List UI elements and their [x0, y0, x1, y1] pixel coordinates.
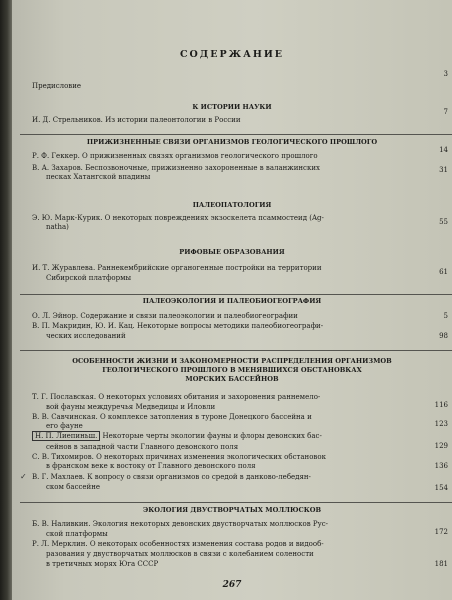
divider — [20, 294, 452, 295]
section-heading-reefs: РИФОВЫЕ ОБРАЗОВАНИЯ — [179, 248, 285, 256]
entry-zakharov-line-2: песках Хатангской впадины — [46, 173, 151, 181]
entry-merklin-line-3: в третичных морях Юга СССР — [46, 560, 159, 568]
entry-liepinsh-line-1 — [32, 432, 322, 441]
entry-makhlaev-page: 154 — [434, 484, 448, 492]
page-title: СОДЕРЖАНИЕ — [179, 49, 285, 60]
entry-makridin-line-1: В. П. Макридин, Ю. И. Кац. Некоторые вопросы методики палеобиогеографи- — [32, 322, 324, 330]
entry-gekker: Р. Ф. Геккер. О прижизненных связях организмов геологического прошлого — [32, 152, 318, 160]
preface-page: 3 — [443, 70, 448, 78]
entry-einor-page: 5 — [443, 312, 448, 320]
entry-mark-kurik-line-1: Э. Ю. Марк-Курик. О некоторых повреждениях экзоскелета псаммостеид (Ag- — [32, 214, 324, 222]
entry-liepinsh-page: 129 — [434, 442, 448, 450]
entry-makridin-line-2: ческих исследований — [46, 332, 126, 340]
entry-liepinsh-author: Н. П. Лиепиньш. — [32, 431, 100, 441]
section-heading-lifetime-relations: ПРИЖИЗНЕННЫЕ СВЯЗИ ОРГАНИЗМОВ ГЕОЛОГИЧЕСКОГО ПРОШЛОГО — [86, 138, 378, 146]
entry-mark-kurik-line-2: natha) — [46, 223, 69, 231]
entry-gekker-page: 14 — [439, 146, 448, 154]
entry-merklin-page: 181 — [434, 560, 448, 568]
book-page — [12, 0, 452, 600]
entry-einor: О. Л. Эйнор. Содержание и связи палеоэкологии и палеобиогеографии — [32, 312, 298, 320]
entry-merklin-line-1: Р. Л. Мерклин. О некоторых особенностях изменения состава родов и видооб- — [32, 540, 324, 548]
entry-poslavskaya-line-1: Т. Г. Пославская. О некоторых условиях обитания и захоронения раннемело- — [32, 393, 321, 401]
page-number: 267 — [222, 580, 242, 590]
section-heading-life-features-1: ОСОБЕННОСТИ ЖИЗНИ И ЗАКОНОМЕРНОСТИ РАСПРЕДЕЛЕНИЯ ОРГАНИЗМОВ — [72, 357, 392, 365]
entry-merklin-line-2: разования у двустворчатых моллюсков в связи с колебанием солености — [46, 550, 314, 558]
preface-label: Предисловие — [32, 82, 82, 90]
entry-tikhomirov-line-1: С. В. Тихомиров. О некоторых причинах изменения экологических обстановок — [32, 453, 326, 461]
entry-savchinskaya-line-2: его фауне — [46, 422, 83, 430]
divider — [20, 350, 452, 351]
entry-zhuravleva-line-2: Сибирской платформы — [46, 274, 132, 282]
entry-poslavskaya-line-2: вой фауны междуречья Медведицы и Иловли — [46, 403, 216, 411]
entry-nalivkin-line-1: Б. В. Наливкин. Экология некоторых девонских двустворчатых моллюсков Рус- — [32, 520, 329, 528]
entry-makridin-page: 98 — [439, 332, 448, 340]
section-heading-paleopathology: ПАЛЕОПАТОЛОГИЯ — [192, 201, 272, 209]
entry-liepinsh-title: Некоторые черты экологии фауны и флоры девонских бас- — [102, 432, 322, 440]
book-spine-shadow — [0, 0, 12, 600]
divider — [20, 502, 452, 503]
entry-savchinskaya-page: 123 — [434, 420, 448, 428]
section-heading-life-features-2: ГЕОЛОГИЧЕСКОГО ПРОШЛОГО В МЕНЯВШИХСЯ ОБСТАНОВКАХ — [102, 366, 362, 374]
entry-zhuravleva-line-1: И. Т. Журавлева. Раннекембрийские органогенные постройки на территории — [32, 264, 322, 272]
entry-nalivkin-line-2: ской платформы — [46, 530, 108, 538]
section-heading-history: К ИСТОРИИ НАУКИ — [192, 103, 272, 111]
entry-zakharov-line-1: В. А. Захаров. Беспозвоночные, прижизненно захороненные в валанжинских — [32, 164, 320, 172]
entry-makhlaev-line-2: ском бассейне — [46, 483, 101, 491]
divider — [20, 134, 452, 135]
entry-tikhomirov-line-2: в франском веке к востоку от Главного девонского поля — [46, 462, 256, 470]
section-heading-bivalves: ЭКОЛОГИЯ ДВУСТВОРЧАТЫХ МОЛЛЮСКОВ — [142, 506, 322, 514]
entry-zakharov-page: 31 — [439, 166, 448, 174]
section-heading-life-features-3: МОРСКИХ БАССЕЙНОВ — [185, 375, 279, 383]
entry-zhuravleva-page: 61 — [439, 268, 448, 276]
section-heading-paleoecology: ПАЛЕОЭКОЛОГИЯ И ПАЛЕОБИОГЕОГРАФИЯ — [142, 297, 322, 305]
entry-savchinskaya-line-1: В. В. Савчинская. О комплексе затопления в туроне Донецкого бассейна и — [32, 413, 312, 421]
entry-makhlaev-line-1: В. Г. Махлаев. К вопросу о связи организмов со средой в данково-лебедян- — [32, 473, 311, 481]
entry-mark-kurik-page: 55 — [439, 218, 448, 226]
entry-strelnikov: И. Д. Стрельников. Из истории палеонтологии в России — [32, 116, 241, 124]
entry-poslavskaya-page: 116 — [434, 401, 448, 409]
entry-nalivkin-page: 172 — [434, 528, 448, 536]
entry-liepinsh-line-2: сейнов в западной части Главного девонского поля — [46, 443, 239, 451]
entry-strelnikov-page: 7 — [443, 108, 448, 116]
entry-tikhomirov-page: 136 — [434, 462, 448, 470]
pencil-check-mark-icon: ✓ — [20, 472, 27, 481]
